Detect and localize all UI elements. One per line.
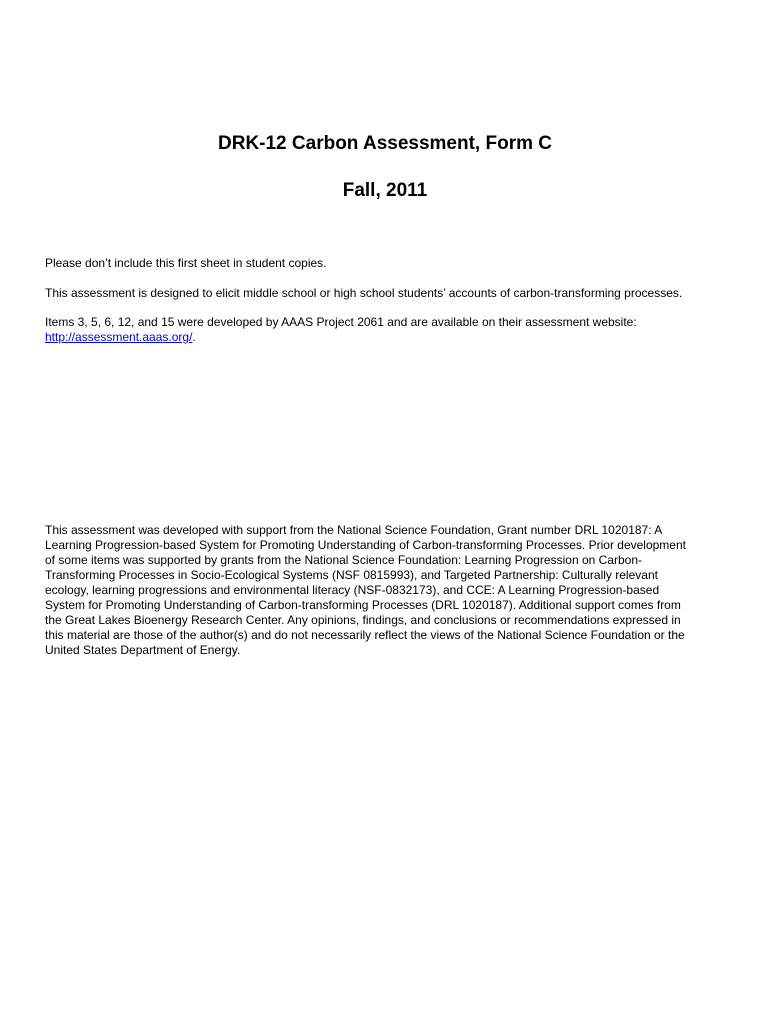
acknowledgment-line: the Great Lakes Bioenergy Research Center. Any opinions, findings, and conclusions or recommendations expressed in bbox=[45, 613, 681, 627]
link-suffix: . bbox=[192, 330, 196, 344]
items-text: Items 3, 5, 6, 12, and 15 were developed by AAAS Project 2061 and are available on their assessment website: bbox=[45, 315, 637, 329]
items-paragraph bbox=[45, 315, 725, 345]
page-subtitle: Fall, 2011 bbox=[342, 180, 428, 201]
instruction-note: Please don’t include this first sheet in student copies. bbox=[45, 256, 327, 270]
purpose-paragraph: This assessment is designed to elicit middle school or high school students’ accounts of carbon-transforming processes. bbox=[45, 286, 683, 300]
acknowledgment-line: System for Promoting Understanding of Carbon-transforming Processes (DRL 1020187). Additional support comes from bbox=[45, 598, 681, 612]
acknowledgment-line: this material are those of the author(s) and do not necessarily reflect the views of the National Science Foundation or the bbox=[45, 628, 685, 642]
acknowledgment-line: ecology, learning progressions and environmental literacy (NSF-0832173), and CCE: A Learning Progression-based bbox=[45, 583, 660, 597]
acknowledgment-line: Learning Progression-based System for Promoting Understanding of Carbon-transforming Processes. Prior development bbox=[45, 538, 686, 552]
acknowledgment-paragraph bbox=[45, 523, 725, 658]
acknowledgment-line: of some items was supported by grants from the National Science Foundation: Learning Progression on Carbon- bbox=[45, 553, 642, 567]
acknowledgment-line: This assessment was developed with support from the National Science Foundation, Grant number DRL 1020187: A bbox=[45, 523, 663, 537]
acknowledgment-line: Transforming Processes in Socio-Ecological Systems (NSF 0815993), and Targeted Partnership: Culturally relevant bbox=[45, 568, 658, 582]
page-title: DRK-12 Carbon Assessment, Form C bbox=[218, 133, 552, 154]
acknowledgment-line: United States Department of Energy. bbox=[45, 643, 241, 657]
assessment-website-link[interactable]: http://assessment.aaas.org/ bbox=[45, 330, 193, 344]
